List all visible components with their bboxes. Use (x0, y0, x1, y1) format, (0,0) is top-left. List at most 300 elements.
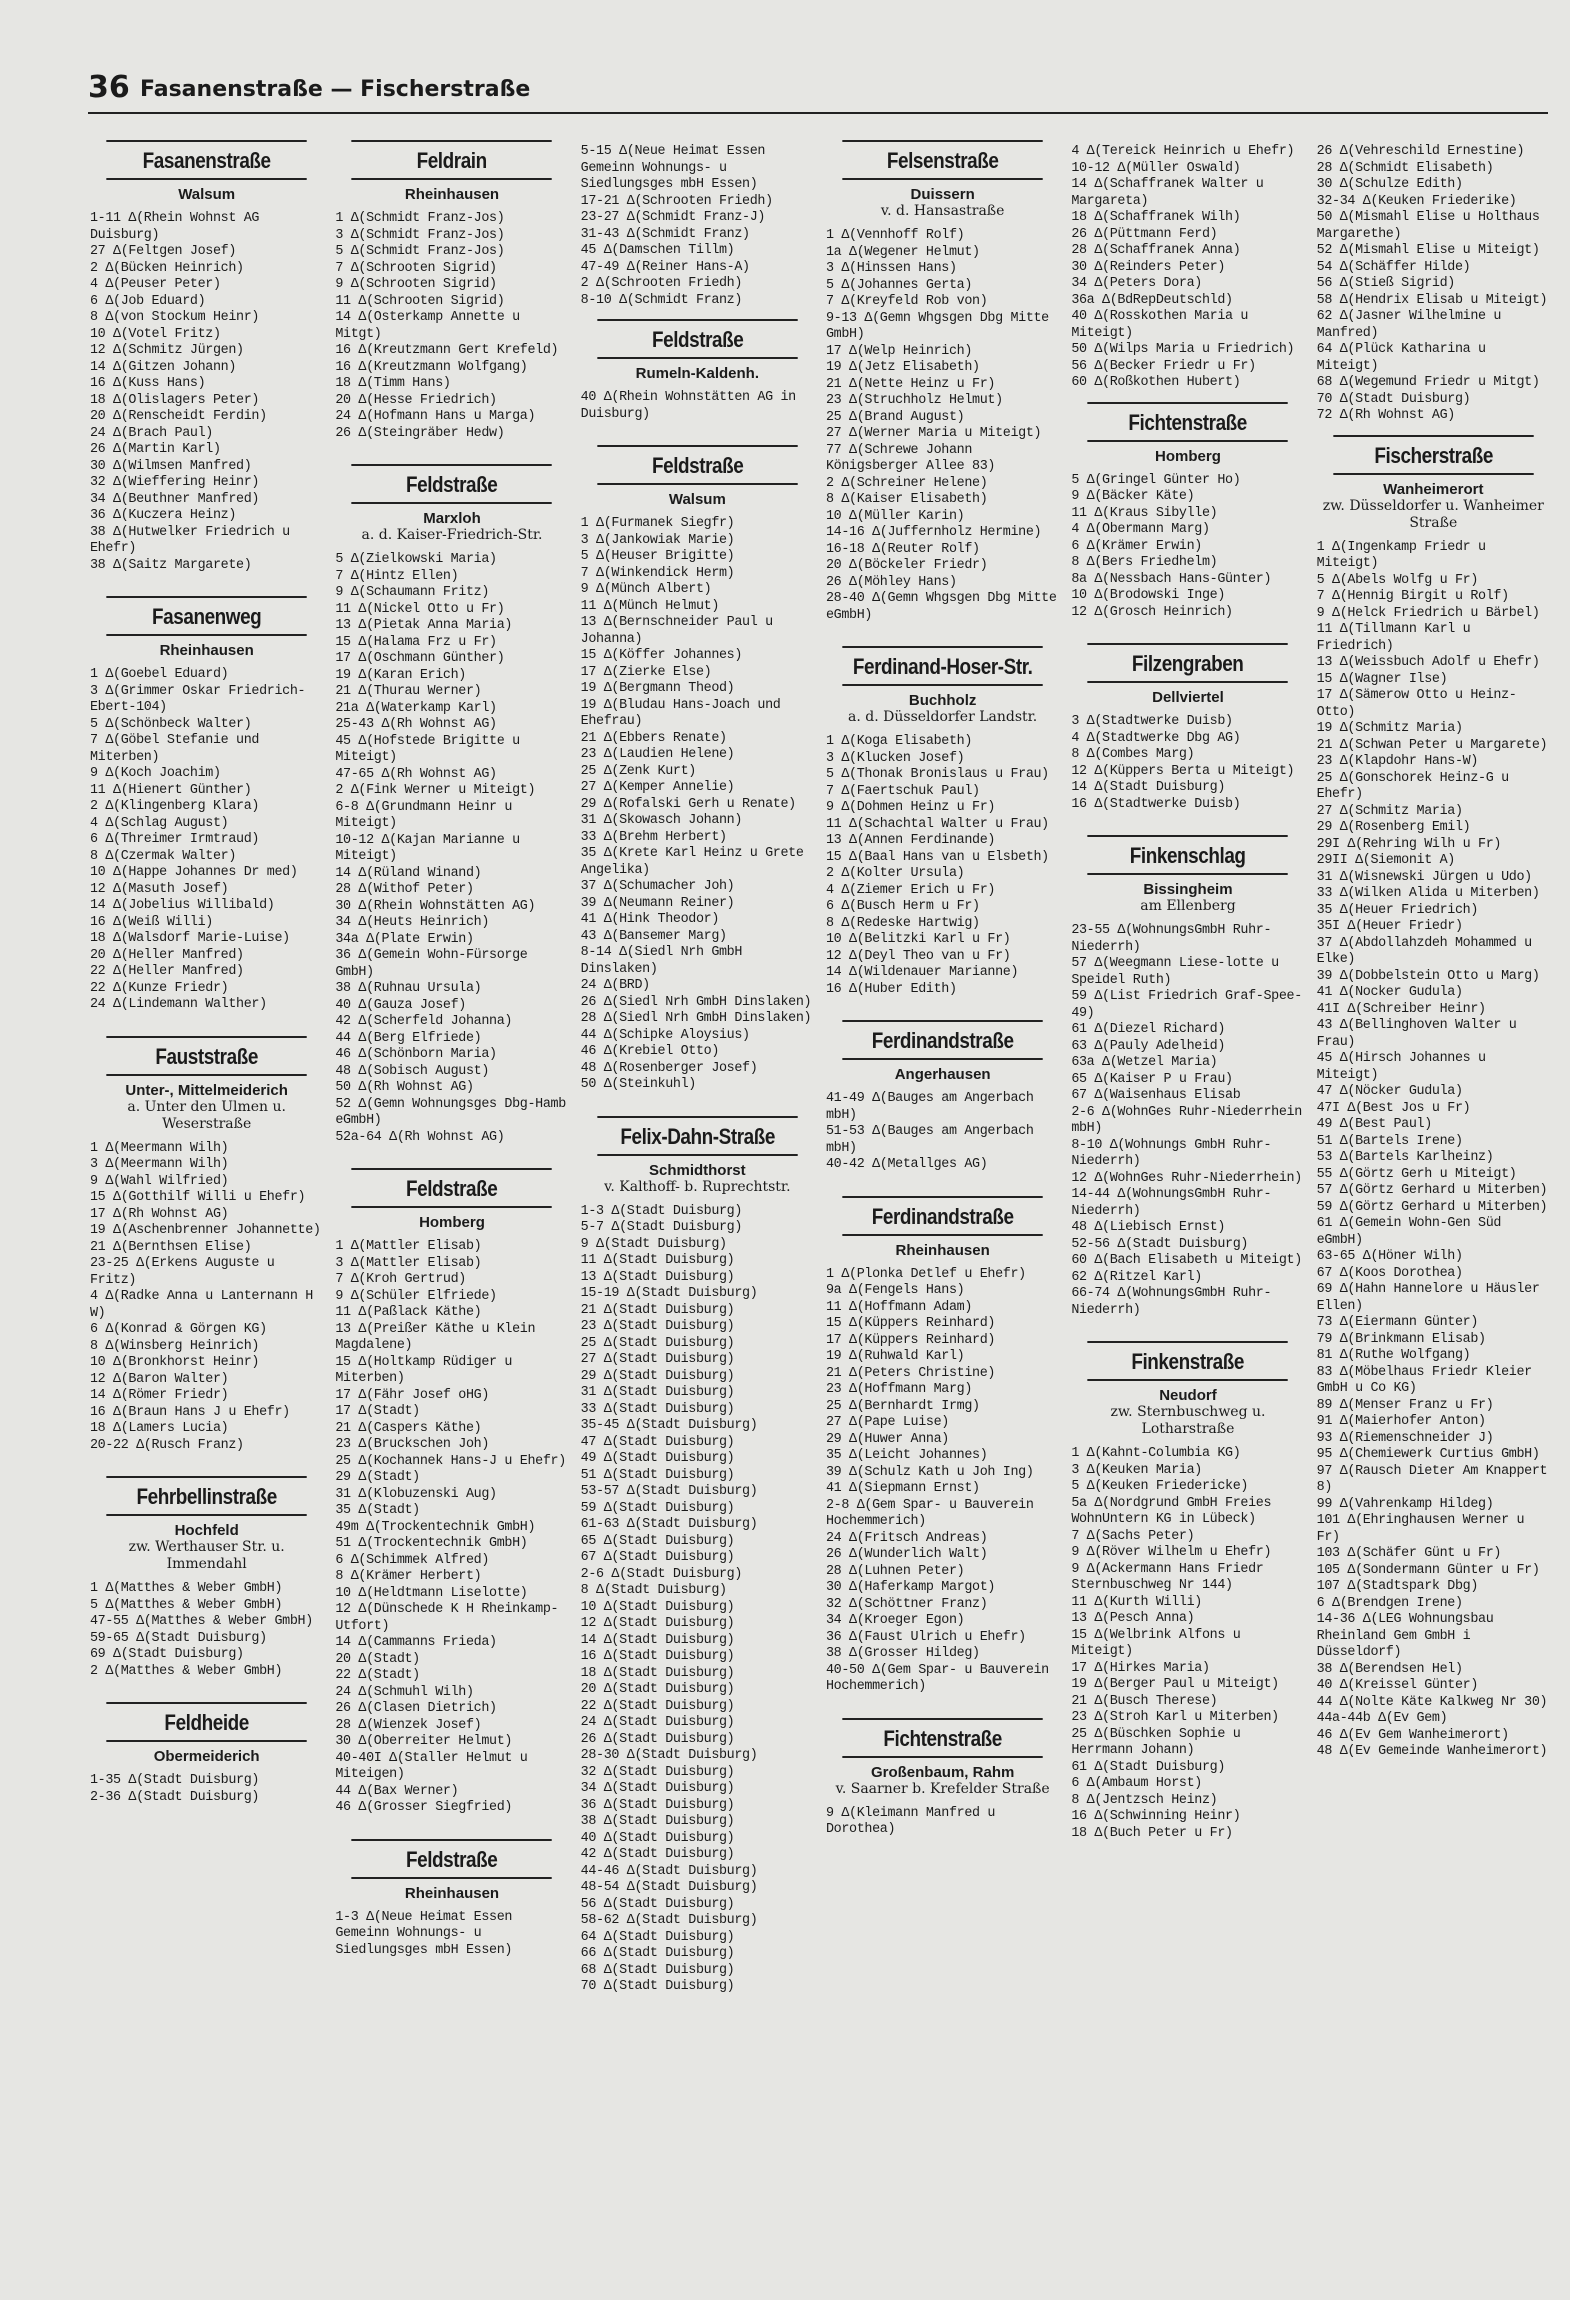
owner-entry: 5 Δ(Schönbeck Walter) (90, 716, 252, 732)
owner-entry: 26 Δ(Clasen Dietrich) (335, 1701, 497, 1716)
owner-entry: 5 Δ(Abels Wolfg u Fr) (1316, 572, 1479, 588)
street-name: Fasanenweg (106, 596, 307, 636)
street-name: Fasanenstraße (106, 140, 307, 180)
owner-entry: 38 Δ(Grosser Hildeg) (825, 1646, 980, 1661)
owner-entry: 18 Δ(Olislagers Peter) (90, 392, 260, 408)
owner-entry: 56 Δ(Stadt Duisburg) (580, 1896, 735, 1912)
owner-entry: 21 Δ(Thurau Werner) (335, 684, 482, 699)
owner-entry: 39 Δ(Dobbelstein Otto u Marg) (1316, 968, 1540, 984)
street-section (90, 1702, 323, 1806)
street-section (335, 464, 568, 1146)
owner-entry: 8 Δ(Redeske Hartwig) (825, 915, 980, 931)
owner-entry: 8 Δ(von Stockum Heinr) (90, 310, 260, 325)
owner-entry: 21 Δ(Ebbers Renate) (580, 730, 727, 746)
owner-entry: 8 Δ(Stadt Duisburg) (580, 1583, 727, 1598)
owner-entry: 3 Δ(Jankowiak Marie) (580, 532, 735, 548)
owner-entry: 36 Δ(Faust Ulrich u Ehefr) (825, 1629, 1026, 1645)
street-location-note: v. Saarner b. Krefelder Straße (835, 1780, 1050, 1797)
owner-entry: 23 Δ(Laudien Helene) (580, 747, 735, 762)
owner-entry: 15 Δ(Holtkamp Rüdiger u Miterben) (335, 1354, 513, 1386)
owner-entry: 1a Δ(Wegener Helmut) (825, 244, 980, 260)
owner-entry: 67 Δ(Stadt Duisburg) (580, 1550, 735, 1565)
owner-entry: 6 Δ(Brendgen Irene) (1316, 1595, 1463, 1611)
owner-entry: 9 Δ(Koch Joachim) (90, 766, 221, 781)
owner-entry: 4 Δ(Obermann Marg) (1071, 522, 1210, 537)
owner-entry: 43 Δ(Bansemer Marg) (580, 928, 727, 944)
owner-entry: 33 Δ(Stadt Duisburg) (580, 1401, 735, 1417)
owner-entry: 40 Δ(Kreissel Günter) (1316, 1678, 1479, 1693)
street-section (1071, 643, 1304, 813)
owner-entry: 64 Δ(Plück Katharina u Miteigt) (1316, 342, 1486, 374)
entry-list (90, 211, 323, 574)
owner-entry: 30 Δ(Wilmsen Manfred) (90, 458, 252, 474)
owner-entry: 20 Δ(Heller Manfred) (90, 947, 244, 963)
owner-entry: 11 Δ(Kurth Willi) (1071, 1594, 1202, 1610)
street-section (1071, 402, 1304, 622)
owner-entry: 14-44 Δ(WohnungsGmbH Ruhr-Niederrh) (1071, 1187, 1272, 1219)
district-name: Wanheimerort (1383, 480, 1484, 498)
owner-entry: 45 Δ(Hirsch Johannes u Miteigt) (1316, 1051, 1486, 1083)
owner-entry: 29I Δ(Rehring Wilh u Fr) (1316, 836, 1502, 852)
owner-entry: 47-55 Δ(Matthes & Weber GmbH) (90, 1614, 313, 1629)
owner-entry: 33 Δ(Brehm Herbert) (580, 829, 727, 845)
page-title: Fasanenstraße — Fischerstraße (140, 77, 531, 102)
street-name: Feldstraße (352, 1839, 553, 1879)
owner-entry: 5-15 Δ(Neue Heimat Essen Gemeinn Wohnungs- u Siedlungsges mbH Essen) (580, 144, 766, 192)
owner-entry: 20 Δ(Stadt Duisburg) (580, 1682, 735, 1697)
owner-entry: 14-36 Δ(LEG Wohnungsbau Rheinland Gem GmbH i Düsseldorf) (1316, 1612, 1494, 1660)
owner-entry: 18 Δ(Walsdorf Marie-Luise) (90, 931, 290, 946)
owner-entry: 48 Δ(Sobisch August) (335, 1063, 490, 1079)
street-section (826, 140, 1059, 624)
street-name: Filzengraben (1088, 643, 1289, 683)
street-section (90, 1476, 323, 1680)
street-name: Ferdinand-Hoser-Str. (842, 646, 1043, 686)
owner-entry: 53 Δ(Bartels Karlheinz) (1316, 1150, 1494, 1165)
owner-entry: 19 Δ(Aschenbrenner Johannette) (90, 1223, 321, 1238)
owner-entry: 32-34 Δ(Keuken Friederike) (1316, 193, 1517, 209)
district-name: Rumeln-Kaldenh. (635, 365, 759, 382)
owner-entry: 20 Δ(Böckeler Friedr) (825, 558, 988, 573)
owner-entry: 8-14 Δ(Siedl Nrh GmbH Dinslaken) (580, 945, 743, 977)
owner-entry: 17 Δ(Hirkes Maria) (1071, 1660, 1210, 1676)
entry-list (90, 1141, 323, 1455)
owner-entry: 31 Δ(Klobuzenski Aug) (335, 1486, 497, 1502)
owner-entry: 7 Δ(Kroh Gertrud) (335, 1272, 466, 1287)
owner-entry: 29 Δ(Stadt) (335, 1470, 420, 1485)
entry-list (335, 552, 568, 1146)
owner-entry: 57 Δ(Weegmann Liese-lotte u Speidel Ruth) (1071, 956, 1279, 988)
owner-entry: 25 Δ(Bernhardt Irmg) (825, 1398, 980, 1414)
owner-entry: 83 Δ(Möbelhaus Friedr Kleier GmbH u Co KG) (1316, 1364, 1532, 1396)
entry-list (1071, 923, 1304, 1319)
owner-entry: 1 Δ(Plonka Detlef u Ehefr) (825, 1266, 1026, 1282)
owner-entry: 19 Δ(Bergmann Theod) (580, 681, 735, 696)
owner-entry: 6 Δ(Job Eduard) (90, 293, 206, 309)
owner-entry: 35 Δ(Heuer Friedrich) (1316, 902, 1479, 918)
owner-entry: 13 Δ(Weissbuch Adolf u Ehefr) (1316, 655, 1540, 670)
street-section (826, 646, 1059, 998)
owner-entry: 11 Δ(Hoffmann Adam) (825, 1299, 973, 1315)
owner-entry: 54 Δ(Schäffer Hilde) (1316, 259, 1471, 275)
owner-entry: 19 Δ(Berger Paul u Miteigt) (1071, 1677, 1279, 1692)
owner-entry: 52 Δ(Gemn Wohnungsges Dbg-Hamb eGmbH) (335, 1096, 566, 1128)
owner-entry: 15 Δ(Baal Hans van u Elsbeth) (825, 849, 1049, 865)
owner-entry: 33 Δ(Wilken Alida u Miterben) (1316, 886, 1540, 901)
owner-entry: 16 Δ(Braun Hans J u Ehefr) (90, 1404, 290, 1420)
owner-entry: 30 Δ(Haferkamp Margot) (825, 1580, 996, 1595)
street-location-note: a. d. Kaiser-Friedrich-Str. (361, 527, 543, 543)
owner-entry: 14 Δ(Schaffranek Walter u Margareta) (1071, 177, 1264, 209)
owner-entry: 41-49 Δ(Bauges am Angerbach mbH) (825, 1091, 1034, 1123)
owner-entry: 13 Δ(Preißer Käthe u Klein Magdalene) (335, 1321, 536, 1353)
owner-entry: 47 Δ(Nöcker Gudula) (1316, 1084, 1463, 1099)
entry-list (826, 228, 1059, 624)
owner-entry: 9 Δ(Schaumann Fritz) (335, 585, 490, 600)
owner-entry: 26 Δ(Vehreschild Ernestine) (1316, 144, 1525, 159)
owner-entry: 72 Δ(Rh Wohnst AG) (1316, 408, 1455, 423)
owner-entry: 18 Δ(Schaffranek Wilh) (1071, 210, 1241, 225)
owner-entry: 1-35 Δ(Stadt Duisburg) (90, 1773, 260, 1788)
owner-entry: 55 Δ(Görtz Gerh u Miteigt) (1316, 1166, 1517, 1182)
entry-list (581, 1204, 814, 1996)
owner-entry: 24 Δ(BRD) (580, 978, 650, 993)
owner-entry: 23 Δ(Klapdohr Hans-W) (1316, 754, 1479, 769)
owner-entry: 45 Δ(Damschen Tillm) (580, 243, 735, 258)
owner-entry: 40 Δ(Rosskothen Maria u Miteigt) (1071, 309, 1249, 341)
owner-entry: 25 Δ(Brand August) (825, 409, 965, 425)
owner-entry: 9 Δ(Schüler Elfriede) (335, 1288, 497, 1304)
owner-entry: 29 Δ(Rofalski Gerh u Renate) (580, 796, 796, 812)
entry-list (1071, 1446, 1304, 1842)
district-name: Walsum (178, 186, 236, 203)
owner-entry: 34 Δ(Stadt Duisburg) (580, 1781, 735, 1796)
owner-entry: 42 Δ(Scherfeld Johanna) (335, 1014, 513, 1029)
owner-entry: 56 Δ(Stieß Sigrid) (1316, 276, 1455, 291)
owner-entry: 3 Δ(Meermann Wilh) (90, 1157, 229, 1172)
owner-entry: 1 Δ(Koga Elisabeth) (825, 734, 973, 749)
owner-entry: 3 Δ(Mattler Elisab) (335, 1255, 482, 1271)
owner-entry: 23-55 Δ(WohnungsGmbH Ruhr-Niederrh) (1071, 923, 1272, 955)
owner-entry: 22 Δ(Heller Manfred) (90, 964, 244, 979)
owner-entry: 41 Δ(Hink Theodor) (580, 912, 719, 927)
owner-entry: 21 Δ(Bernthsen Elise) (90, 1239, 252, 1255)
owner-entry: 59 Δ(List Friedrich Graf-Spee-49) (1071, 989, 1302, 1021)
street-section (90, 140, 323, 574)
street-name: Feldstraße (352, 1168, 553, 1208)
owner-entry: 9-13 Δ(Gemn Whgsgen Dbg Mitte GmbH) (825, 310, 1049, 342)
owner-entry: 53-57 Δ(Stadt Duisburg) (580, 1484, 758, 1499)
owner-entry: 40 Δ(Gauza Josef) (335, 997, 466, 1013)
owner-entry: 16 Δ(Stadtwerke Duisb) (1071, 796, 1241, 812)
owner-entry: 27 Δ(Stadt Duisburg) (580, 1352, 735, 1367)
owner-entry: 11 Δ(Stadt Duisburg) (580, 1253, 735, 1268)
owner-entry: 40 Δ(Rhein Wohnstätten AG in Duisburg) (580, 390, 796, 422)
owner-entry: 23-27 Δ(Schmidt Franz-J) (580, 210, 766, 225)
owner-entry: 49m Δ(Trockentechnik GmbH) (335, 1519, 536, 1535)
owner-entry: 21 Δ(Schwan Peter u Margarete) (1316, 737, 1548, 753)
owner-entry: 31 Δ(Stadt Duisburg) (580, 1385, 735, 1400)
owner-entry: 89 Δ(Menser Franz u Fr) (1316, 1397, 1494, 1413)
owner-entry: 4 Δ(Ziemer Erich u Fr) (825, 882, 996, 898)
owner-entry: 5 Δ(Gringel Günter Ho) (1071, 472, 1241, 488)
owner-entry: 4 Δ(Radke Anna u Lanternann H W) (90, 1289, 313, 1321)
owner-entry: 14 Δ(Rüland Winand) (335, 865, 482, 881)
owner-entry: 9 Δ(Münch Albert) (580, 582, 712, 597)
street-name: Felix-Dahn-Straße (597, 1116, 798, 1156)
owner-entry: 25 Δ(Stadt Duisburg) (580, 1335, 735, 1351)
street-section (581, 445, 814, 1094)
owner-entry: 58 Δ(Hendrix Elisab u Miteigt) (1316, 292, 1548, 308)
owner-entry: 52 Δ(Mismahl Elise u Miteigt) (1316, 243, 1540, 258)
owner-entry: 14-16 Δ(Juffernholz Hermine) (825, 525, 1042, 540)
owner-entry: 2 Δ(Fink Werner u Miteigt) (335, 783, 536, 798)
owner-entry: 15 Δ(Gotthilf Willi u Ehefr) (90, 1190, 306, 1205)
owner-entry: 11 Δ(Hienert Günther) (90, 782, 252, 798)
owner-entry: 22 Δ(Kunze Friedr) (90, 980, 229, 996)
owner-entry: 19 Δ(Schmitz Maria) (1316, 721, 1463, 736)
owner-entry: 40-42 Δ(Metallges AG) (825, 1157, 988, 1172)
owner-entry: 17 Δ(Zierke Else) (580, 664, 712, 680)
owner-entry: 18 Δ(Lamers Lucia) (90, 1421, 229, 1436)
owner-entry: 20 Δ(Hesse Friedrich) (335, 392, 497, 408)
owner-entry: 42 Δ(Stadt Duisburg) (580, 1847, 735, 1862)
owner-entry: 14 Δ(Gitzen Johann) (90, 359, 237, 375)
owner-entry: 18 Δ(Stadt Duisburg) (580, 1665, 735, 1681)
directory-column (581, 136, 814, 2276)
owner-entry: 25 Δ(Zenk Kurt) (580, 763, 696, 779)
street-section (826, 1020, 1059, 1174)
directory-column (90, 136, 323, 2276)
owner-entry: 5 Δ(Matthes & Weber GmbH) (90, 1597, 283, 1613)
owner-entry: 37 Δ(Schumacher Joh) (580, 879, 735, 894)
directory-column (1317, 136, 1550, 2276)
entry-list (335, 1910, 568, 1960)
owner-entry: 44-46 Δ(Stadt Duisburg) (580, 1863, 758, 1879)
owner-entry: 13 Δ(Pietak Anna Maria) (335, 618, 513, 633)
owner-entry: 1 Δ(Schmidt Franz-Jos) (335, 211, 505, 226)
owner-entry: 26 Δ(Püttmann Ferd) (1071, 226, 1218, 242)
owner-entry: 59 Δ(Görtz Gerhard u Miterben) (1316, 1199, 1548, 1215)
owner-entry: 27 Δ(Pape Luise) (825, 1415, 949, 1430)
owner-entry: 8 Δ(Czermak Walter) (90, 848, 237, 864)
owner-entry: 61-63 Δ(Stadt Duisburg) (580, 1517, 758, 1532)
owner-entry: 17-21 Δ(Schrooten Friedh) (580, 193, 773, 209)
entry-list (1317, 540, 1550, 1761)
owner-entry: 45 Δ(Hofstede Brigitte u Miteigt) (335, 733, 520, 765)
owner-entry: 48 Δ(Liebisch Ernst) (1071, 1220, 1226, 1235)
owner-entry: 1 Δ(Goebel Eduard) (90, 667, 229, 682)
owner-entry: 50 Δ(Wilps Maria u Friedrich) (1071, 342, 1295, 357)
owner-entry: 36a Δ(BdRepDeutschld) (1071, 292, 1233, 308)
owner-entry: 29 Δ(Stadt Duisburg) (580, 1368, 735, 1384)
owner-entry: 26 Δ(Martin Karl) (90, 442, 221, 457)
owner-entry: 46 Δ(Ev Gem Wanheimerort) (1316, 1727, 1509, 1743)
owner-entry: 9 Δ(Dohmen Heinz u Fr) (825, 800, 996, 815)
owner-entry: 28 Δ(Siedl Nrh GmbH Dinslaken) (580, 1011, 812, 1026)
owner-entry: 9 Δ(Ackermann Hans Friedr Sternbuschweg Nr 144) (1071, 1561, 1264, 1593)
street-location-note: zw. Werthauser Str. u. Immendahl (128, 1539, 285, 1572)
owner-entry: 2 Δ(Schreiner Helene) (825, 475, 988, 491)
owner-entry: 1-3 Δ(Neue Heimat Essen Gemeinn Wohnungs- u Siedlungsges mbH Essen) (335, 1909, 513, 1958)
directory-column (826, 136, 1059, 2276)
owner-entry: 47 Δ(Stadt Duisburg) (580, 1434, 735, 1450)
owner-entry: 51 Δ(Trockentechnik GmbH) (335, 1536, 528, 1551)
owner-entry: 17 Δ(Fähr Josef oHG) (335, 1387, 490, 1403)
owner-entry: 67 Δ(Koos Dorothea) (1316, 1265, 1463, 1281)
owner-entry: 50 Δ(Steinkuhl) (580, 1077, 696, 1092)
street-location-note: a. Unter den Ulmen u. Weserstraße (127, 1098, 286, 1132)
owner-entry: 28 Δ(Luhnen Peter) (825, 1563, 965, 1579)
owner-entry: 34a Δ(Plate Erwin) (335, 931, 474, 947)
street-section (1071, 1341, 1304, 1842)
owner-entry: 35-45 Δ(Stadt Duisburg) (580, 1418, 758, 1433)
owner-entry: 8 Δ(Combes Marg) (1071, 747, 1195, 762)
owner-entry: 52a-64 Δ(Rh Wohnst AG) (335, 1129, 505, 1145)
owner-entry: 9 Δ(Schrooten Sigrid) (335, 277, 497, 292)
owner-entry: 48 Δ(Ev Gemeinde Wanheimerort) (1316, 1744, 1548, 1759)
owner-entry: 19 Δ(Jetz Elisabeth) (825, 360, 980, 375)
owner-entry: 15 Δ(Küppers Reinhard) (825, 1316, 996, 1331)
owner-entry: 17 Δ(Welp Heinrich) (825, 343, 973, 359)
street-location-note: zw. Düsseldorfer u. Wanheimer Straße (1322, 497, 1544, 531)
owner-entry: 6 Δ(Busch Herm u Fr) (825, 899, 980, 914)
owner-entry: 101 Δ(Ehringhausen Werner u Fr) (1316, 1513, 1525, 1545)
owner-entry: 36 Δ(Gemein Wohn-Fürsorge GmbH) (335, 948, 528, 980)
owner-entry: 12 Δ(Stadt Duisburg) (580, 1616, 735, 1631)
street-name: Fischerstraße (1333, 435, 1534, 475)
owner-entry: 4 Δ(Stadtwerke Dbg AG) (1071, 730, 1241, 746)
owner-entry: 63-65 Δ(Höner Wilh) (1316, 1249, 1463, 1264)
owner-entry: 9 Δ(Röver Wilhelm u Ehefr) (1071, 1545, 1272, 1560)
owner-entry: 52-56 Δ(Stadt Duisburg) (1071, 1236, 1249, 1252)
owner-entry: 14 Δ(Osterkamp Annette u Mitgt) (335, 310, 520, 342)
owner-entry: 2 Δ(Klingenberg Klara) (90, 799, 260, 814)
owner-entry: 24 Δ(Brach Paul) (90, 425, 213, 441)
owner-entry: 5 Δ(Heuser Brigitte) (580, 549, 735, 564)
owner-entry: 10 Δ(Bronkhorst Heinr) (90, 1355, 260, 1370)
street-name: Ferdinandstraße (842, 1020, 1043, 1060)
owner-entry: 10 Δ(Heldtmann Liselotte) (335, 1585, 528, 1601)
owner-entry: 44 Δ(Nolte Käte Kalkweg Nr 30) (1316, 1694, 1548, 1710)
owner-entry: 81 Δ(Ruthe Wolfgang) (1316, 1348, 1471, 1363)
owner-entry: 25 Δ(Büschken Sophie u Herrmann Johann) (1071, 1726, 1241, 1758)
street-section (581, 1116, 814, 1996)
district-name: Angerhausen (894, 1066, 991, 1083)
owner-entry: 6-8 Δ(Grundmann Heinr u Miteigt) (335, 799, 513, 831)
owner-entry: 65 Δ(Kaiser P u Frau) (1071, 1071, 1233, 1087)
owner-entry: 10-12 Δ(Müller Oswald) (1071, 160, 1241, 176)
owner-entry: 35I Δ(Heuer Friedr) (1316, 919, 1463, 934)
owner-entry: 12 Δ(Küppers Berta u Miteigt) (1071, 763, 1295, 779)
owner-entry: 2 Δ(Kolter Ursula) (825, 866, 965, 881)
owner-entry: 35 Δ(Stadt) (335, 1503, 420, 1518)
owner-entry: 21 Δ(Caspers Käthe) (335, 1420, 482, 1436)
owner-entry: 19 Δ(Bludau Hans-Joach und Ehefrau) (580, 697, 781, 729)
owner-entry: 26 Δ(Wunderlich Walt) (825, 1547, 988, 1562)
district-name: Duissern (910, 186, 975, 203)
owner-entry: 14 Δ(Stadt Duisburg) (1071, 780, 1226, 795)
owner-entry: 31 Δ(Wisnewski Jürgen u Udo) (1316, 869, 1532, 885)
owner-entry: 95 Δ(Chemiewerk Curtius GmbH) (1316, 1447, 1540, 1462)
owner-entry: 15 Δ(Köffer Johannes) (580, 648, 743, 663)
owner-entry: 15 Δ(Wagner Ilse) (1316, 671, 1448, 687)
owner-entry: 32 Δ(Wieffering Heinr) (90, 475, 260, 490)
entry-list (581, 144, 814, 309)
owner-entry: 21 Δ(Nette Heinz u Fr) (825, 376, 996, 392)
owner-entry: 2 Δ(Bücken Heinrich) (90, 260, 244, 276)
owner-entry: 23 Δ(Struchholz Helmut) (825, 393, 1003, 408)
owner-entry: 63a Δ(Wetzel Maria) (1071, 1055, 1218, 1070)
owner-entry: 13 Δ(Stadt Duisburg) (580, 1269, 735, 1285)
street-section (335, 140, 568, 442)
owner-entry: 2-36 Δ(Stadt Duisburg) (90, 1789, 260, 1805)
owner-entry: 68 Δ(Wegemund Friedr u Mitgt) (1316, 375, 1540, 390)
owner-entry: 79 Δ(Brinkmann Elisab) (1316, 1331, 1486, 1347)
owner-entry: 19 Δ(Ruhwald Karl) (825, 1349, 965, 1364)
district-name: Neudorf (1159, 1387, 1217, 1404)
owner-entry: 16-18 Δ(Reuter Rolf) (825, 541, 980, 557)
street-location-note: a. d. Düsseldorfer Landstr. (848, 709, 1038, 725)
owner-entry: 1 Δ(Mattler Elisab) (335, 1239, 482, 1254)
owner-entry: 2 Δ(Schrooten Friedh) (580, 276, 743, 291)
owner-entry: 60 Δ(Roßkothen Hubert) (1071, 375, 1241, 390)
owner-entry: 25-43 Δ(Rh Wohnst AG) (335, 717, 497, 732)
directory-column (335, 136, 568, 2276)
district-name: Marxloh (423, 510, 481, 527)
owner-entry: 68 Δ(Stadt Duisburg) (580, 1962, 735, 1978)
owner-entry: 8 Δ(Winsberg Heinrich) (90, 1338, 260, 1354)
owner-entry: 10 Δ(Brodowski Inge) (1071, 588, 1226, 603)
owner-entry: 2-6 Δ(Stadt Duisburg) (580, 1566, 743, 1582)
owner-entry: 40-50 Δ(Gem Spar- u Bauverein Hochemmerich) (825, 1662, 1049, 1694)
owner-entry: 11 Δ(Nickel Otto u Fr) (335, 601, 505, 617)
owner-entry: 30 Δ(Schulze Edith) (1316, 177, 1463, 192)
street-name: Feldstraße (597, 445, 798, 485)
owner-entry: 103 Δ(Schäfer Günt u Fr) (1316, 1546, 1502, 1561)
owner-entry: 17 Δ(Sämerow Otto u Heinz-Otto) (1316, 688, 1517, 720)
district-name: Obermeiderich (153, 1748, 260, 1765)
owner-entry: 4 Δ(Tereick Heinrich u Ehefr) (1071, 144, 1295, 159)
owner-entry: 16 Δ(Kreutzmann Gert Krefeld) (335, 343, 559, 358)
owner-entry: 12 Δ(Schmitz Jürgen) (90, 343, 244, 358)
owner-entry: 20 Δ(Renscheidt Ferdin) (90, 409, 267, 424)
owner-entry: 25 Δ(Kochannek Hans-J u Ehefr) (335, 1453, 566, 1469)
owner-entry: 28 Δ(Withof Peter) (335, 882, 474, 897)
owner-entry: 61 Δ(Stadt Duisburg) (1071, 1759, 1226, 1775)
owner-entry: 2 Δ(Matthes & Weber GmbH) (90, 1663, 283, 1679)
owner-entry: 77 Δ(Schrewe Johann Königsberger Allee 83) (825, 442, 996, 474)
owner-entry: 1 Δ(Meermann Wilh) (90, 1140, 229, 1156)
owner-entry: 12 Δ(Baron Walter) (90, 1371, 229, 1387)
owner-entry: 11 Δ(Tillmann Karl u Friedrich) (1316, 622, 1471, 654)
district-name: Unter-, Mittelmeiderich (125, 1081, 288, 1099)
owner-entry: 36 Δ(Kuczera Heinz) (90, 508, 237, 523)
owner-entry: 59-65 Δ(Stadt Duisburg) (90, 1630, 267, 1646)
owner-entry: 35 Δ(Leicht Johannes) (825, 1448, 988, 1463)
street-name: Feldstraße (352, 464, 553, 504)
owner-entry: 1-3 Δ(Stadt Duisburg) (580, 1203, 743, 1219)
owner-entry: 73 Δ(Eiermann Günter) (1316, 1315, 1479, 1330)
owner-entry: 62 Δ(Jasner Wilhelmine u Manfred) (1316, 309, 1502, 341)
entry-list (90, 667, 323, 1014)
owner-entry: 23 Δ(Bruckschen Joh) (335, 1437, 490, 1452)
street-name: Finkenschlag (1088, 835, 1289, 875)
entry-list (335, 211, 568, 442)
owner-entry: 21 Δ(Peters Christine) (825, 1365, 996, 1381)
district-name: Homberg (1155, 447, 1221, 465)
street-name: Fehrbellinstraße (106, 1476, 307, 1516)
